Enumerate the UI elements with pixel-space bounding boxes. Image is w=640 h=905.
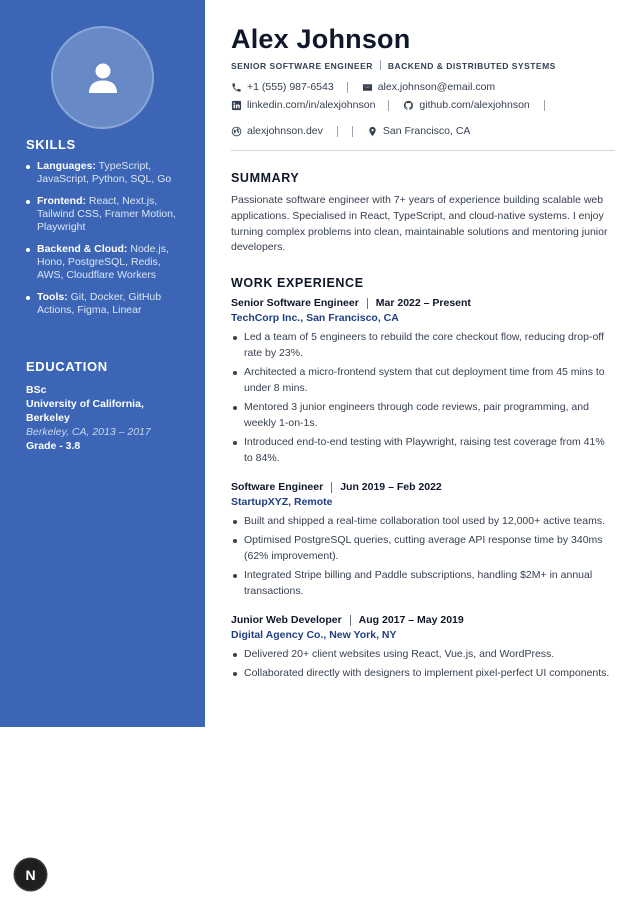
divider xyxy=(231,150,615,151)
list-item: Introduced end-to-end testing with Playwright, raising test coverage from 41% to 84%. xyxy=(231,435,616,467)
education-location-dates: Berkeley, CA, 2013 – 2017 xyxy=(26,426,151,438)
list-item: Optimised PostgreSQL queries, cutting average API response time by 340ms (62% improvement). xyxy=(231,533,616,565)
job-title: SENIOR SOFTWARE ENGINEER xyxy=(231,61,373,71)
specialty: BACKEND & DISTRIBUTED SYSTEMS xyxy=(387,61,556,71)
job-company: Digital Agency Co., New York, NY xyxy=(231,629,397,641)
phone-contact[interactable]: +1 (555) 987-6543 xyxy=(231,81,334,93)
job-role: Software Engineer xyxy=(231,481,324,493)
list-item: Collaborated directly with designers to implement pixel-perfect UI components. xyxy=(231,666,616,682)
email-contact[interactable]: alex.johnson@email.com xyxy=(362,81,495,93)
job-bullets xyxy=(231,514,616,600)
job-entry xyxy=(231,481,616,603)
job-bullets xyxy=(231,330,616,467)
globe-icon xyxy=(231,126,242,137)
user-icon xyxy=(88,62,118,94)
skills-heading: SKILLS xyxy=(26,137,76,152)
candidate-name: Alex Johnson xyxy=(231,24,411,54)
website-contact[interactable]: alexjohnson.dev xyxy=(231,125,323,137)
job-entry xyxy=(231,614,616,686)
job-role: Junior Web Developer xyxy=(231,614,342,626)
list-item: Delivered 20+ client websites using React, Vue.js, and WordPress. xyxy=(231,647,616,663)
experience-heading: WORK EXPERIENCE xyxy=(231,276,364,290)
job-company: StartupXYZ, Remote xyxy=(231,496,333,508)
avatar xyxy=(51,26,154,129)
mail-icon xyxy=(362,82,373,93)
sidebar xyxy=(0,0,205,727)
phone-icon xyxy=(231,82,242,93)
summary-heading: SUMMARY xyxy=(231,171,300,185)
job-header xyxy=(231,297,616,309)
contact-row xyxy=(231,125,470,137)
education-heading: EDUCATION xyxy=(26,359,108,374)
education-block xyxy=(26,383,186,453)
skill-item: Backend & Cloud: Node.js, Hono, PostgreSQL, Redis, AWS, Cloudflare Workers xyxy=(26,243,186,282)
linkedin-contact[interactable]: linkedin.com/in/alexjohnson xyxy=(231,99,375,111)
github-contact[interactable]: github.com/alexjohnson xyxy=(403,99,529,111)
list-item: Integrated Stripe billing and Paddle subscriptions, handling $2M+ in annual transactions. xyxy=(231,568,616,600)
list-item: Led a team of 5 engineers to rebuild the core checkout flow, reducing drop-off rate by 23%. xyxy=(231,330,616,362)
list-item: Built and shipped a real-time collaboration tool used by 12,000+ active teams. xyxy=(231,514,616,530)
job-dates: Aug 2017 – May 2019 xyxy=(358,614,464,626)
contact-row xyxy=(231,81,495,93)
job-bullets xyxy=(231,647,616,682)
degree: BSc xyxy=(26,384,47,396)
linkedin-icon xyxy=(231,100,242,111)
job-title-line xyxy=(231,60,556,71)
dev-tools-badge[interactable]: N xyxy=(15,859,46,890)
location-contact: San Francisco, CA xyxy=(367,125,471,137)
skill-item: Tools: Git, Docker, GitHub Actions, Figma, Linear xyxy=(26,291,186,317)
map-pin-icon xyxy=(367,126,378,137)
skill-item: Frontend: React, Next.js, Tailwind CSS, Framer Motion, Playwright xyxy=(26,195,186,234)
grade: Grade - 3.8 xyxy=(26,440,81,452)
job-role: Senior Software Engineer xyxy=(231,297,359,309)
summary-text: Passionate software engineer with 7+ years of experience building scalable web applications. Specialised in React, TypeScript, and cloud-native systems. I enjoy turning complex problems into clean, maintainable solutions and mentoring junior developers. xyxy=(231,194,608,254)
job-header xyxy=(231,614,616,626)
job-dates: Jun 2019 – Feb 2022 xyxy=(340,481,442,493)
skills-list xyxy=(26,160,186,326)
job-dates: Mar 2022 – Present xyxy=(375,297,471,309)
job-entry xyxy=(231,297,616,470)
school: University of California, Berkeley xyxy=(26,398,144,424)
job-company: TechCorp Inc., San Francisco, CA xyxy=(231,312,399,324)
skill-item: Languages: TypeScript, JavaScript, Python, SQL, Go xyxy=(26,160,186,186)
job-header xyxy=(231,481,616,493)
github-icon xyxy=(403,100,414,111)
list-item: Architected a micro-frontend system that cut deployment time from 45 mins to under 8 mins. xyxy=(231,365,616,397)
contact-row xyxy=(231,99,545,111)
list-item: Mentored 3 junior engineers through code reviews, pair programming, and weekly 1-on-1s. xyxy=(231,400,616,432)
